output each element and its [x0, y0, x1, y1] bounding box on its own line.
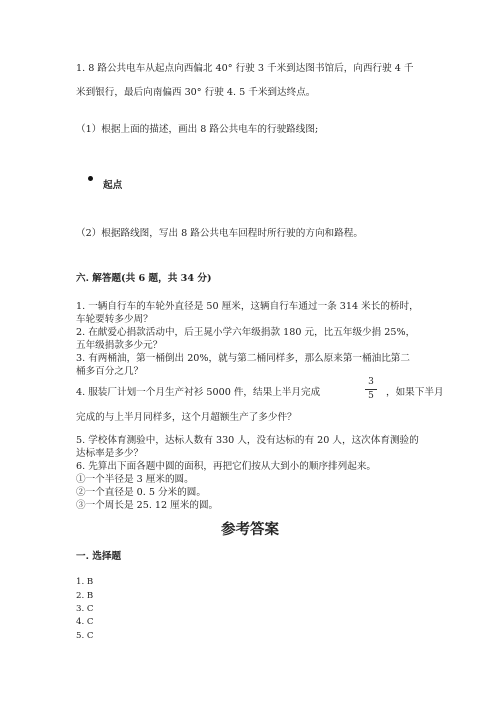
start-point-dot — [88, 176, 93, 181]
s6-q6-line-4: ③一个周长是 25. 12 厘米的圆。 — [76, 500, 219, 511]
s6-q6-line-2: ①一个半径是 3 厘米的圆。 — [76, 474, 194, 485]
q1-subquestion-1: （1）根据上面的描述，画出 8 路公共电车的行驶路线图; — [76, 124, 319, 135]
answer-item: 3. C — [76, 604, 94, 614]
s6-q4-line-1a: 4. 服装厂计划一个月生产衬衫 5000 件，结果上半月完成 — [76, 387, 321, 398]
q1-subquestion-2: （2）根据路线图，写出 8 路公共电车回程时所行驶的方向和路程。 — [76, 228, 363, 239]
fraction-denominator: 5 — [368, 391, 374, 401]
start-point-label: 起点 — [103, 180, 123, 191]
answer-item: 4. C — [76, 617, 94, 627]
fraction-bar — [365, 389, 377, 390]
s6-q6-line-1: 6. 先算出下面各题中圆的面积，再把它们按从大到小的顺序排列起来。 — [76, 461, 377, 472]
fraction-three-fifths — [364, 378, 378, 401]
s6-q1-line-2: 车轮要转多少周？ — [76, 314, 153, 325]
s6-q6-line-3: ②一个直径是 0. 5 分米的圆。 — [76, 487, 206, 498]
answers-section-heading: 一. 选择题 — [76, 551, 122, 562]
s6-q5-line-1: 5. 学校体育测验中，达标人数有 330 人，没有达标的有 20 人，这次体育测验的 — [76, 435, 419, 446]
s6-q2-line-2: 五年级捐款多少元？ — [76, 340, 163, 351]
s6-q2-line-1: 2. 在献爱心捐款活动中，后王晁小学六年级捐款 180 元，比五年级少捐 25%， — [76, 327, 416, 338]
section-6-heading: 六. 解答题(共 6 题，共 34 分) — [76, 273, 212, 284]
answers-title: 参考答案 — [221, 521, 279, 538]
answer-item: 1. B — [76, 577, 94, 587]
answer-item: 5. C — [76, 631, 94, 641]
s6-q4-line-2: 完成的与上半月同样多，这个月超额生产了多少件？ — [76, 412, 297, 423]
q1-line-2: 米到银行，最后向南偏西 30° 行驶 4. 5 千米到达终点。 — [76, 87, 316, 98]
s6-q4-line-1b: ，如果下半月 — [386, 387, 444, 398]
s6-q1-line-1: 1. 一辆自行车的车轮外直径是 50 厘米，这辆自行车通过一条 314 米长的桥时， — [76, 301, 419, 312]
fraction-numerator: 3 — [368, 377, 374, 387]
s6-q3-line-1: 3. 有两桶油，第一桶倒出 20%，就与第二桶同样多，那么原来第一桶油比第二 — [76, 353, 410, 364]
q1-line-1: 1. 8 路公共电车从起点向西偏北 40° 行驶 3 千米到达图书馆后，向西行驶 4 千 — [76, 63, 414, 74]
s6-q3-line-2: 桶多百分之几？ — [76, 366, 144, 377]
answer-item: 2. B — [76, 591, 94, 601]
s6-q5-line-2: 达标率是多少？ — [76, 448, 144, 459]
